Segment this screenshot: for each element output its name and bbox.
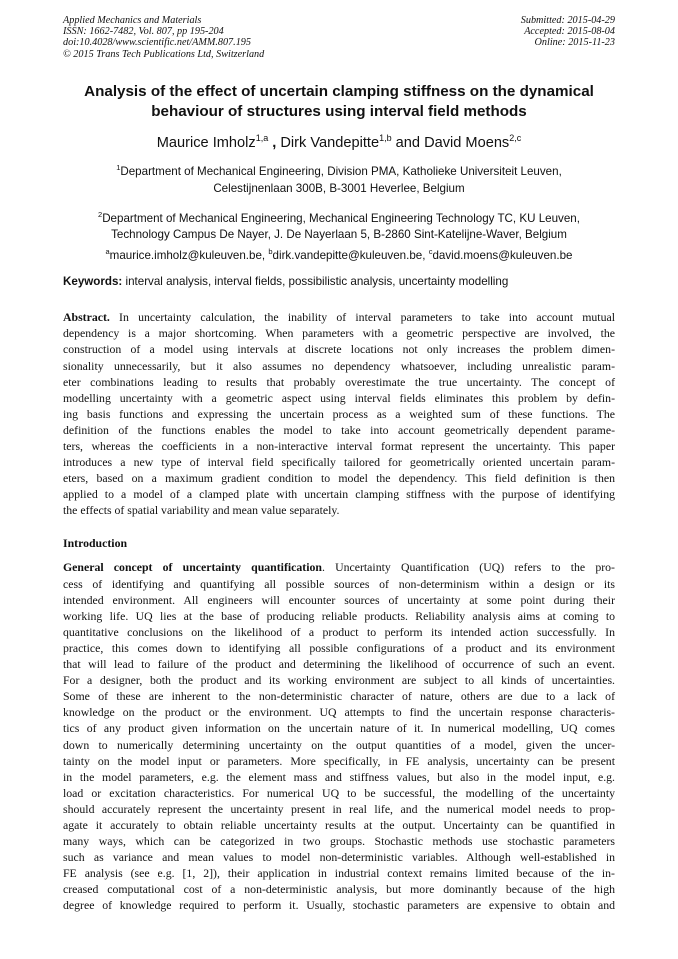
journal-copyright: © 2015 Trans Tech Publications Ltd, Switzerland: [63, 48, 265, 60]
journal-name: Applied Mechanics and Materials: [63, 15, 202, 26]
intro-line: agate it accurately to obtain reliable uncertainty results at the output. Uncertainty can be quantified in: [63, 817, 615, 832]
abstract-line: construction of a model using intervals at discrete locations not only increases the problem dimen-: [63, 342, 615, 357]
intro-line: practice, this comes down to identifying all possible configurations of a product and its environment: [63, 640, 615, 655]
intro-line: tics of any product given information on the uncertain nature of it. In numerical modelling, UQ comes: [63, 721, 615, 736]
intro-line: For a designer, both the product and its working environment are subject to all kinds of uncertainties.: [63, 673, 615, 688]
introduction-paragraph: [63, 559, 615, 913]
intro-line: load or excitation characteristics. For numerical UQ to be successful, the modelling of the uncertainty: [63, 785, 615, 800]
journal-metadata: [63, 15, 615, 60]
intro-line: should accurately represent the uncertainty present in real life, and the numerical model needs to prop-: [63, 801, 615, 816]
online-date: Online: 2015-11-23: [534, 37, 615, 49]
abstract-line: ing basis functions and expressing the uncertain process as a weighted sum of these functions. The: [63, 406, 615, 421]
intro-line: creased computational cost of a non-deterministic analysis, but more dominantly because of the high: [63, 882, 615, 897]
intro-line: that will lead to failure of the product and determining the likelihood of occurrence of such an event.: [63, 657, 615, 672]
title-line: behaviour of structures using interval field methods: [151, 102, 527, 120]
submitted-date: Submitted: 2015-04-29: [520, 15, 615, 26]
journal-issn: ISSN: 1662-7482, Vol. 807, pp 195-204: [63, 26, 224, 38]
abstract-line: eter combinations leading to results that probably overestimate the true uncertainty. The concept of: [63, 374, 615, 389]
affiliation-2: [63, 206, 615, 244]
intro-line: cess of identifying and quantifying all possible sources of non-determinism within a design or its: [63, 576, 615, 591]
email-link[interactable]: david.moens@kuleuven.be: [432, 249, 573, 263]
author-superscript: 1,a: [255, 132, 269, 143]
paper-title: [63, 82, 615, 122]
intro-line: tainty on the model input or parameters. More specifically, in FE analysis, uncertainty can be present: [63, 753, 615, 768]
affiliation-1: [63, 159, 615, 197]
abstract-line: the effects of spatial variability and mean value separately.: [63, 503, 340, 518]
title-line: Analysis of the effect of uncertain clamping stiffness on the dynamical: [84, 82, 594, 100]
author-superscript: 2,c: [509, 132, 522, 143]
intro-line: FE analysis (see e.g. [1, 2]), their application in industrial context remains limited because of the in-: [63, 866, 615, 881]
abstract-line: modelling uncertainty with a geometric aspect using interval fields eliminates this problem by defin-: [63, 390, 615, 405]
section-heading-introduction: Introduction: [63, 536, 128, 551]
author-name: Maurice Imholz: [156, 134, 256, 151]
author-name: David Moens: [424, 134, 510, 151]
abstract-line: dependency is a major shortcoming. When parameters with a geometric perspective are involved, the: [63, 326, 615, 341]
abstract-line: definition of the functions enables the model to take into account geometrically dependent parame-: [63, 422, 615, 437]
keywords-text: interval analysis, interval fields, possibilistic analysis, uncertainty modelling: [122, 275, 509, 289]
email-superscript: b: [268, 247, 273, 257]
intro-line: intended environment. All engineers will encounter sources of uncertainty at some point during their: [63, 592, 615, 607]
affiliation-line: Department of Mechanical Engineering, Division PMA, Katholieke Universiteit Leuven,: [120, 164, 562, 178]
abstract-line: applied to a model of a clamped plate with uncertain clamping stiffness with the purpose of identifying: [63, 487, 615, 502]
affiliation-superscript: 2: [98, 209, 103, 219]
intro-line: Some of these are inherent to the non-deterministic character of nature, others are due to a lack of: [63, 689, 615, 704]
intro-line: such as variance and mean values to model non-deterministic variables. Although well-established in: [63, 850, 615, 865]
email-link[interactable]: maurice.imholz@kuleuven.be,: [109, 249, 269, 263]
intro-line: many ways, which can be categorized in two groups. Stochastic methods use stochastic parameters: [63, 834, 615, 849]
intro-line: in the model parameters, e.g. the element mass and stiffness values, but also in the model input, e.g.: [63, 769, 615, 784]
author-separator: ,: [268, 134, 281, 151]
author-emails: [63, 243, 615, 264]
accepted-date: Accepted: 2015-08-04: [524, 26, 615, 38]
intro-line: degree of knowledge required to perform it. Usually, stochastic parameters are expensive to obtain and: [63, 898, 615, 913]
email-link[interactable]: dirk.vandepitte@kuleuven.be,: [272, 249, 429, 263]
journal-info: [63, 15, 264, 60]
abstract-line: introduces a new type of interval field specifically tailored for geometrically oriented uncertain param-: [63, 455, 615, 470]
email-superscript: c: [428, 247, 433, 257]
abstract-line: In uncertainty calculation, the inability of interval parameters to take into account mutual: [109, 310, 615, 325]
affiliation-line: Department of Mechanical Engineering, Mechanical Engineering Technology TC, KU Leuven,: [102, 211, 580, 225]
keywords: [63, 273, 615, 290]
author-name: Dirk Vandepitte: [280, 134, 380, 151]
paragraph-lead: General concept of uncertainty quantification: [63, 560, 322, 575]
abstract: [63, 309, 615, 518]
submission-dates: [521, 15, 615, 60]
journal-doi: doi:10.4028/www.scientific.net/AMM.807.195: [63, 37, 251, 49]
keywords-label: Keywords:: [63, 275, 123, 289]
author-list: [63, 128, 615, 153]
intro-line: . Uncertainty Quantification (UQ) refers to the pro-: [321, 560, 615, 575]
intro-line: working life. UQ lies at the base of producing reliable products. Reliability analysis aims at coming to: [63, 608, 615, 623]
affiliation-line: Celestijnenlaan 300B, B-3001 Heverlee, Belgium: [213, 181, 465, 195]
abstract-line: sionality unnecessarily, but it also assumes no dependency whatsoever, including unrealistic param-: [63, 358, 615, 373]
abstract-line: ters, whereas the coefficients in a non-interactive interval format represent the uncertainty. This paper: [63, 439, 615, 453]
author-superscript: 1,b: [379, 132, 392, 143]
affiliation-superscript: 1: [116, 162, 121, 172]
email-superscript: a: [105, 247, 110, 257]
abstract-label: Abstract.: [63, 310, 110, 325]
author-separator: and: [391, 134, 425, 151]
abstract-line: eters, based on a maximum gradient condition to model the dependency. This field definition is then: [63, 471, 615, 486]
affiliation-line: Technology Campus De Nayer, J. De Nayerlaan 5, B-2860 Sint-Katelijne-Waver, Belgium: [111, 228, 567, 242]
intro-line: knowledge on the product or the environment. UQ attempts to find the uncertain response characteris-: [63, 705, 615, 720]
intro-line: quantitative conclusions on the likelihood of a product to perform its intended action successfully. In: [63, 624, 615, 639]
intro-line: down to numerically determining uncertainty on the output quantities of a model, given the uncer-: [63, 737, 615, 752]
